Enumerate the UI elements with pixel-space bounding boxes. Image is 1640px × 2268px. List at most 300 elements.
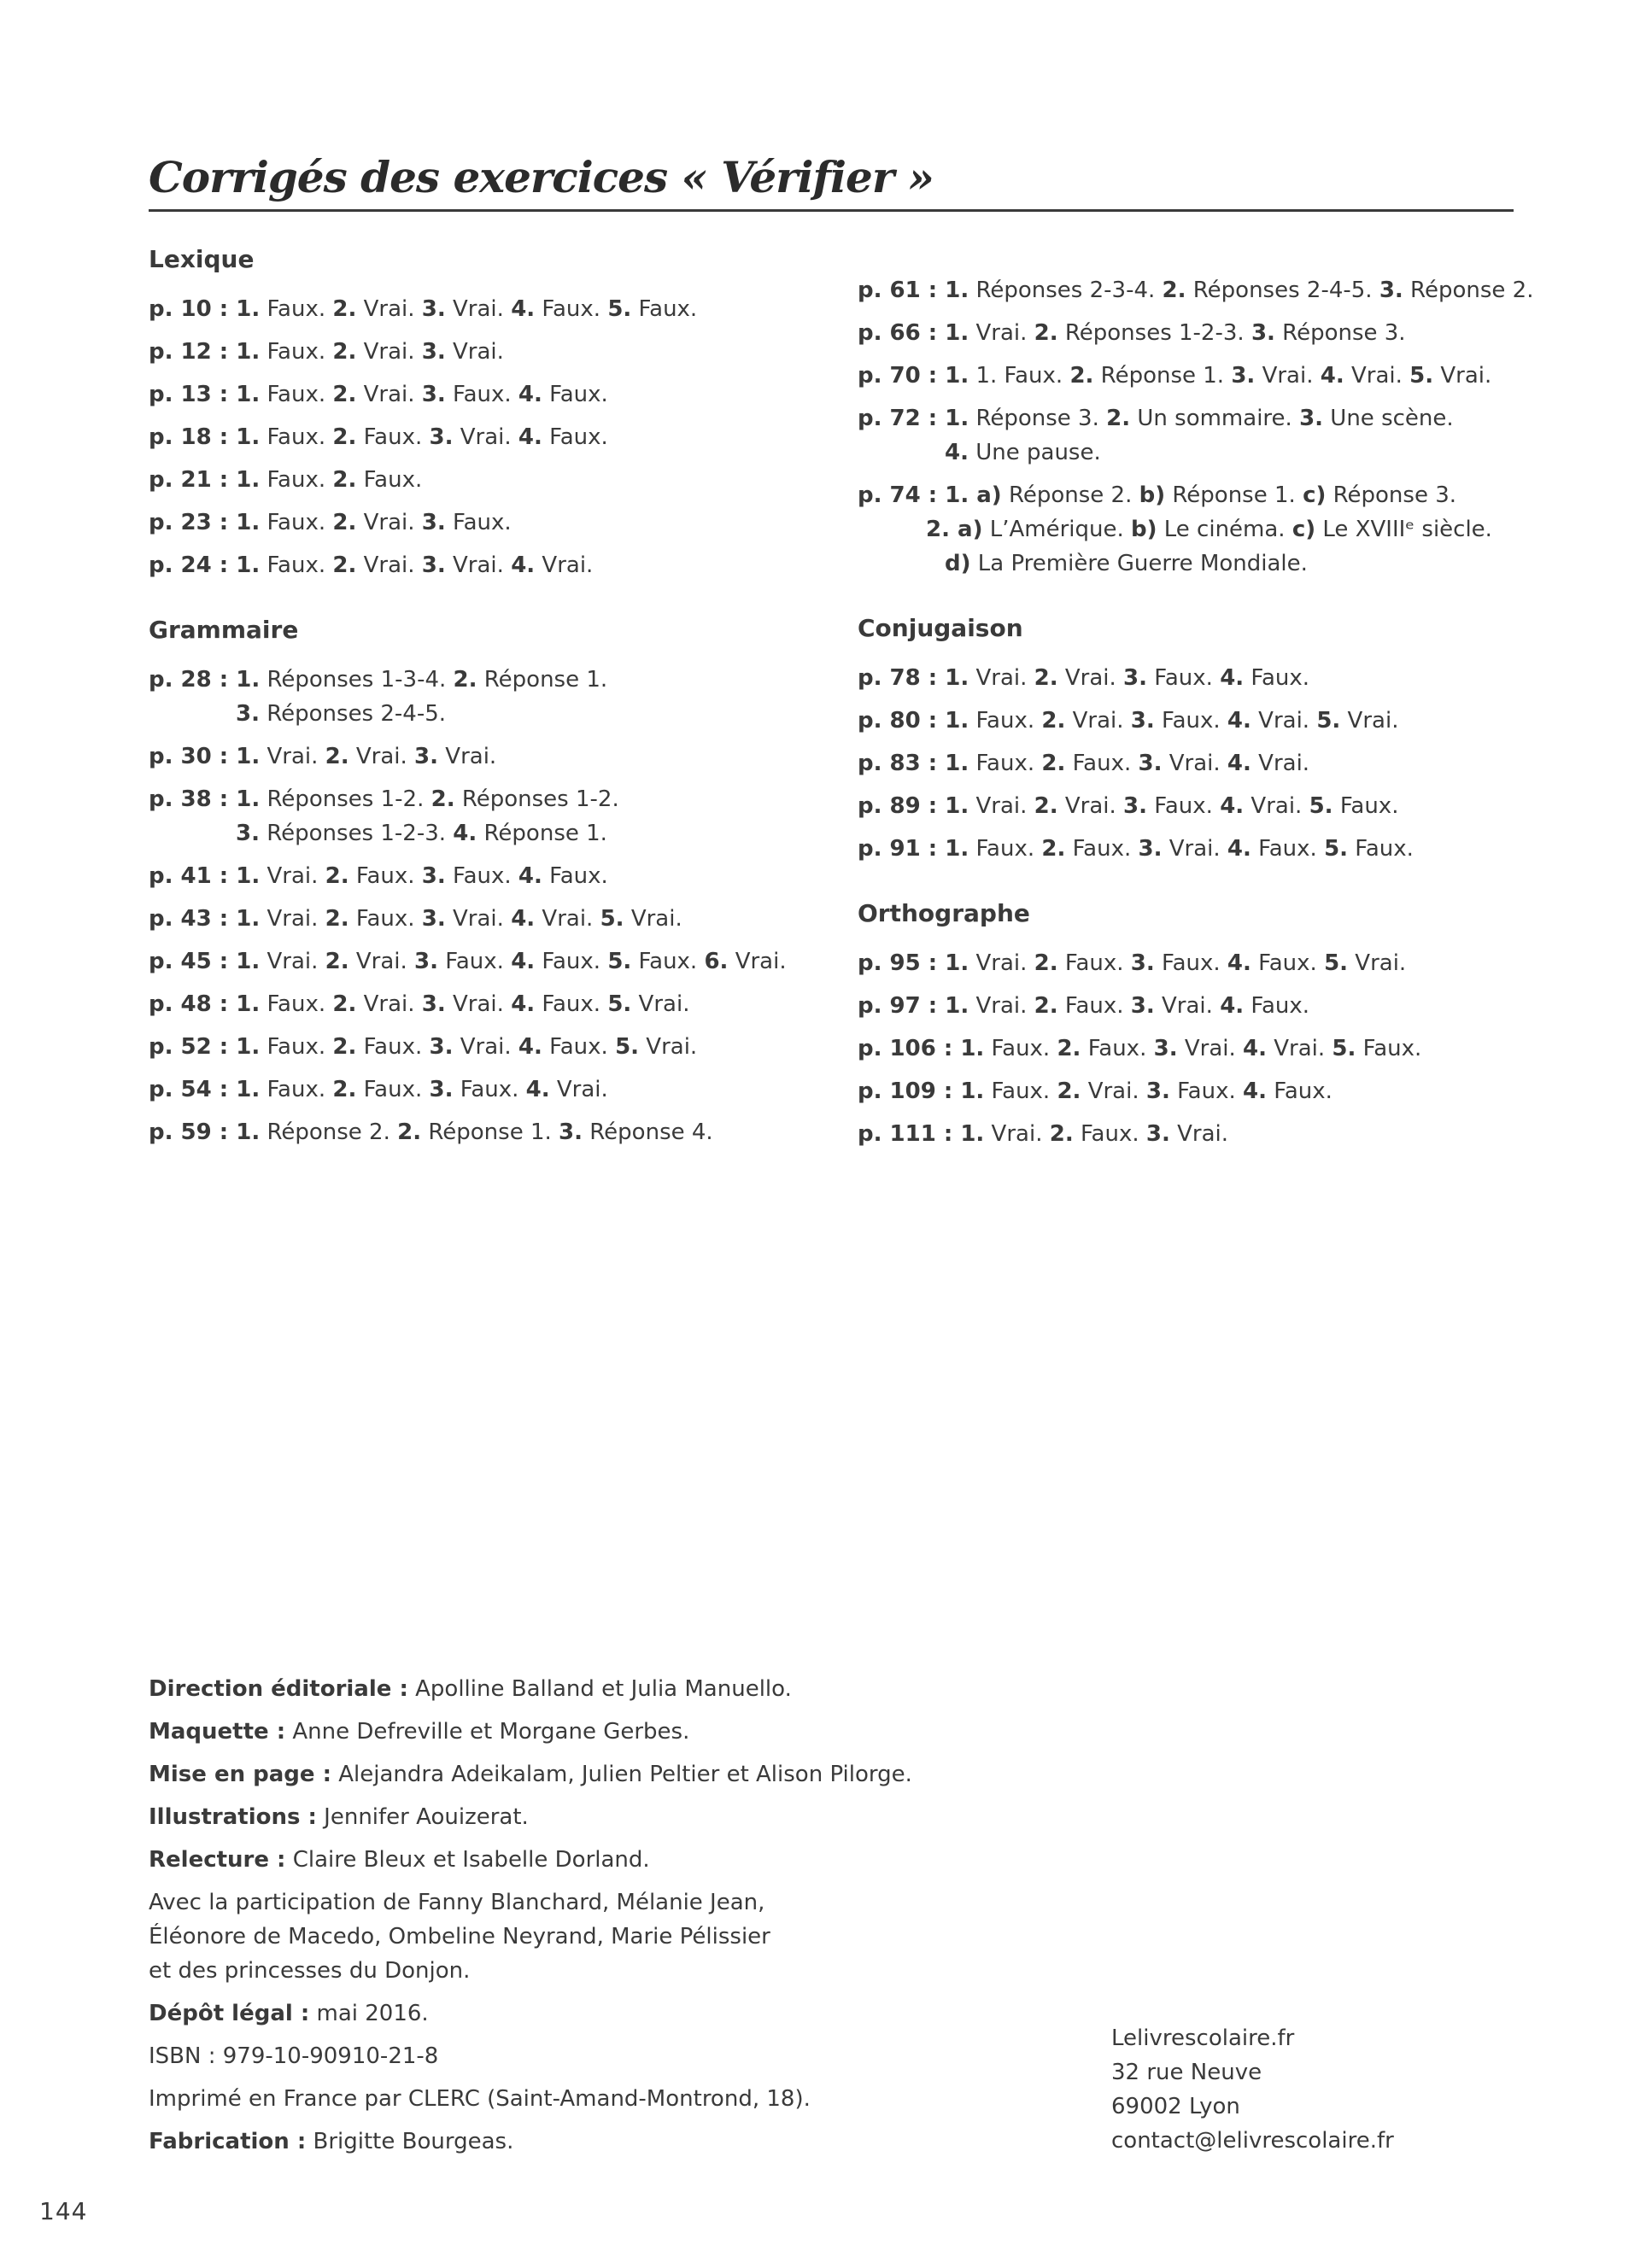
answer-line	[858, 1032, 1541, 1066]
answer-entry	[149, 335, 832, 369]
question-number: b)	[1131, 517, 1157, 542]
page-ref: p. 52 :	[149, 1034, 237, 1060]
answer-text: Réponses 1-2-3.	[1057, 320, 1251, 346]
page-ref: p. 28 :	[149, 667, 237, 693]
answer-entry	[149, 463, 832, 497]
answer-text: Vrai.	[969, 320, 1034, 346]
question-number: 2.	[325, 949, 349, 974]
answer-text: Faux.	[356, 424, 430, 450]
answer-text: Vrai.	[1162, 836, 1227, 862]
answer-text: Vrai.	[1244, 793, 1309, 819]
question-number: 5.	[615, 1034, 640, 1060]
answer-text: Vrai.	[984, 1121, 1050, 1147]
answer-text: Vrai.	[1348, 950, 1407, 976]
question-number: 2.	[1041, 751, 1066, 776]
answer-text: Vrai.	[631, 991, 690, 1017]
question-number: 4.	[511, 296, 536, 322]
section-gap	[149, 591, 832, 613]
answer-text: Réponse 1.	[1093, 363, 1232, 389]
answer-text: Faux.	[260, 510, 333, 535]
question-number: 2.	[325, 906, 349, 932]
question-number: 3.	[1130, 993, 1155, 1019]
answer-text: Réponse 3.	[969, 406, 1107, 431]
answer-text: Réponses 1-2.	[454, 786, 619, 812]
answer-text: Faux.	[984, 1078, 1057, 1104]
answer-line	[858, 547, 1541, 581]
question-number: 2.	[325, 863, 349, 889]
question-number: 2.	[332, 382, 357, 407]
answer-line	[858, 512, 1541, 547]
answer-line	[858, 832, 1541, 866]
question-number: 4.	[1227, 708, 1251, 734]
answer-text: Vrai.	[535, 906, 600, 932]
answer-entry	[858, 661, 1541, 695]
answer-text: Vrai.	[356, 339, 422, 365]
answer-text: Vrai.	[1255, 363, 1321, 389]
answer-text: Réponses 2-4-5.	[259, 701, 447, 727]
answer-text: Vrai.	[453, 424, 518, 450]
answer-text: Vrai.	[969, 950, 1034, 976]
question-number: 4.	[1227, 751, 1251, 776]
question-number: 1.	[960, 1036, 985, 1061]
section-heading: Grammaire	[149, 616, 299, 644]
page-ref: p. 10 :	[149, 296, 237, 322]
question-number: 3.	[421, 863, 446, 889]
page-ref: p. 78 :	[858, 665, 946, 691]
answer-line	[149, 987, 832, 1021]
answer-text: Vrai.	[356, 552, 422, 578]
question-number: 2.	[325, 744, 349, 769]
answer-text: Vrai.	[1169, 1121, 1229, 1147]
question-number: 5.	[1324, 950, 1349, 976]
answer-line	[858, 359, 1541, 393]
question-number: 3.	[1145, 1078, 1170, 1104]
answer-line	[149, 663, 832, 697]
answer-text: Vrai.	[356, 510, 422, 535]
answer-text: Vrai.	[260, 949, 325, 974]
question-number: 2.	[1041, 708, 1066, 734]
answer-text: Faux.	[1147, 793, 1221, 819]
question-number: 1.	[236, 906, 261, 932]
page-ref: p. 21 :	[149, 467, 237, 493]
question-number: 3.	[1130, 950, 1155, 976]
publisher-street: 32 rue Neuve	[1111, 2060, 1262, 2085]
answer-entry	[858, 746, 1541, 780]
answer-line	[149, 420, 832, 454]
answer-text: Faux.	[1065, 836, 1139, 862]
question-number: 1.	[960, 1121, 985, 1147]
answer-entry	[858, 946, 1541, 980]
answer-entry	[858, 1117, 1541, 1151]
publisher-address	[1111, 2021, 1394, 2158]
answer-text: Vrai.	[438, 744, 497, 769]
page-ref: p. 59 :	[149, 1119, 237, 1145]
question-number: 2.	[332, 1034, 357, 1060]
question-number: 4.	[511, 949, 536, 974]
question-number: 1.	[945, 406, 969, 431]
question-number: 3.	[429, 1034, 454, 1060]
answer-line	[149, 377, 832, 412]
answer-text: Réponse 1.	[1165, 482, 1303, 508]
answer-entry	[149, 663, 832, 731]
credits-block	[149, 1672, 1088, 2167]
answer-text: Faux.	[1154, 950, 1227, 976]
question-number: 4.	[1243, 1036, 1267, 1061]
answer-text: Vrai.	[445, 991, 512, 1017]
answer-entry	[149, 902, 832, 936]
credit-fabrication: Fabrication : Brigitte Bourgeas.	[149, 2129, 514, 2154]
question-number: 1.	[236, 1077, 261, 1102]
question-number: 1.	[960, 1078, 985, 1104]
answer-text: Faux.	[631, 949, 705, 974]
question-number: 4.	[453, 821, 477, 846]
question-number: 1.	[236, 1034, 261, 1060]
answer-text: Vrai.	[1344, 363, 1410, 389]
page-ref: p. 83 :	[858, 751, 946, 776]
question-number: 3.	[236, 821, 260, 846]
answer-line	[858, 1117, 1541, 1151]
answer-entry	[858, 1032, 1541, 1066]
participation-line: Avec la participation de Fanny Blanchard, Mélanie Jean,	[149, 1890, 765, 1915]
answer-text: Vrai.	[969, 993, 1034, 1019]
answer-text: Faux.	[356, 1077, 430, 1102]
question-number: c)	[1292, 517, 1316, 542]
answer-line	[149, 944, 832, 979]
answer-text: Faux.	[969, 751, 1042, 776]
answer-text: Le XVIIIᵉ siècle.	[1315, 517, 1492, 542]
answer-line	[149, 816, 832, 850]
answer-text: L’Amérique.	[982, 517, 1131, 542]
question-number: 2.	[332, 339, 357, 365]
answer-entry	[858, 273, 1541, 307]
answer-line	[858, 746, 1541, 780]
question-number: 4.	[1220, 665, 1245, 691]
question-number: 2.	[430, 786, 455, 812]
answer-text: Faux.	[542, 382, 608, 407]
page-ref: p. 23 :	[149, 510, 237, 535]
answer-text: Faux.	[984, 1036, 1057, 1061]
answer-text: Faux.	[260, 991, 333, 1017]
answer-text: Vrai.	[445, 906, 512, 932]
question-number: d)	[945, 551, 971, 576]
answer-entry	[858, 401, 1541, 470]
answer-text: Faux.	[1332, 793, 1399, 819]
credit-imprime: Imprimé en France par CLERC (Saint-Amand-Montrond, 18).	[149, 2086, 811, 2112]
answer-text: Une scène.	[1323, 406, 1454, 431]
question-number: 2.	[1034, 320, 1058, 346]
answer-text: Faux.	[1266, 1078, 1332, 1104]
answer-text: Vrai.	[260, 906, 325, 932]
page-ref: p. 12 :	[149, 339, 237, 365]
question-number: c)	[1303, 482, 1327, 508]
question-number: 1.	[236, 786, 261, 812]
answer-line	[858, 435, 1541, 470]
question-number: 5.	[1332, 1036, 1356, 1061]
answer-text: Faux.	[535, 991, 608, 1017]
answer-text: Vrai.	[1154, 993, 1221, 1019]
question-number: 5.	[607, 296, 632, 322]
page-ref: p. 13 :	[149, 382, 237, 407]
page-ref: p. 54 :	[149, 1077, 237, 1102]
answer-text: Vrai.	[1057, 665, 1124, 691]
answer-text: Vrai.	[260, 744, 325, 769]
section-heading: Conjugaison	[858, 614, 1023, 642]
answer-text: Faux.	[1169, 1078, 1244, 1104]
page-ref: p. 91 :	[858, 836, 946, 862]
answer-text: Faux.	[1073, 1121, 1146, 1147]
question-number: 2.	[1034, 950, 1058, 976]
page-ref: p. 72 :	[858, 406, 946, 431]
answer-text: Faux.	[1147, 665, 1221, 691]
answer-line	[149, 335, 832, 369]
question-number: 2.	[1106, 406, 1131, 431]
answer-entry	[149, 292, 832, 326]
question-number: 4.	[525, 1077, 550, 1102]
question-number: 2.	[332, 296, 357, 322]
question-number: 2.	[397, 1119, 422, 1145]
answer-text: Faux.	[438, 949, 512, 974]
answer-entry	[858, 989, 1541, 1023]
answer-text: Faux.	[1250, 950, 1325, 976]
answer-entry	[149, 1115, 832, 1149]
answer-text: Réponse 3.	[1326, 482, 1457, 508]
question-number: 5.	[1409, 363, 1434, 389]
answer-line	[858, 789, 1541, 823]
answer-text: Vrai.	[356, 296, 422, 322]
answer-text: Faux.	[260, 339, 333, 365]
question-number: 5.	[607, 991, 632, 1017]
answer-entry	[149, 377, 832, 412]
question-number: 3.	[421, 339, 446, 365]
question-number: 3.	[1231, 363, 1256, 389]
question-number: 1.	[236, 424, 261, 450]
credit-relecture: Relecture : Claire Bleux et Isabelle Dorland.	[149, 1847, 650, 1873]
question-number: 3.	[559, 1119, 583, 1145]
answer-line	[858, 989, 1541, 1023]
answer-text: Faux.	[356, 467, 423, 493]
question-number: 4.	[1220, 793, 1245, 819]
answer-text: Vrai.	[1081, 1078, 1146, 1104]
question-number: 4.	[511, 906, 536, 932]
question-number: 4.	[518, 424, 542, 450]
page-ref: p. 109 :	[858, 1078, 961, 1104]
answer-text: Faux.	[631, 296, 698, 322]
answer-text: Une pause.	[968, 440, 1101, 465]
answer-text: Faux.	[348, 863, 422, 889]
question-number: 3.	[414, 744, 439, 769]
participation-line: et des princesses du Donjon.	[149, 1958, 471, 1984]
question-number: 5.	[1316, 708, 1341, 734]
question-number: 1.	[236, 1119, 261, 1145]
answer-text: Réponses 1-2-3.	[259, 821, 454, 846]
page-ref: p. 80 :	[858, 708, 946, 734]
left-column	[149, 243, 832, 1158]
question-number: 1.	[945, 950, 969, 976]
publisher-site: Lelivrescolaire.fr	[1111, 2025, 1295, 2051]
answer-text: Réponse 2.	[1001, 482, 1139, 508]
question-number: 3.	[1123, 793, 1148, 819]
question-number: 2.	[1034, 993, 1058, 1019]
page-number: 144	[39, 2197, 88, 2225]
question-number: 3.	[1250, 320, 1275, 346]
answer-text: Vrai.	[453, 1034, 518, 1060]
answer-text: Faux.	[445, 510, 512, 535]
question-number: 2.	[332, 991, 357, 1017]
question-number: 2.	[1162, 278, 1186, 303]
question-number: 4.	[1227, 836, 1251, 862]
question-number: 3.	[1138, 836, 1163, 862]
question-number: 1.	[945, 708, 969, 734]
answer-text: Vrai.	[969, 793, 1034, 819]
question-number: 3.	[414, 949, 439, 974]
answer-line	[149, 739, 832, 774]
answer-text: Faux.	[535, 296, 608, 322]
answer-text: Faux.	[1244, 665, 1310, 691]
credit-depot-legal: Dépôt légal : mai 2016.	[149, 2001, 429, 2026]
credit-isbn: ISBN : 979-10-90910-21-8	[149, 2043, 439, 2069]
answer-entry	[149, 944, 832, 979]
question-number: 3.	[1145, 1121, 1170, 1147]
title-rule	[149, 209, 1514, 212]
page-title: Corrigés des exercices « Vérifier »	[149, 152, 934, 202]
question-number: 5.	[600, 906, 624, 932]
answer-line	[858, 1074, 1541, 1108]
question-number: 1.	[236, 667, 261, 693]
answer-text: Vrai.	[535, 552, 594, 578]
question-number: 4.	[518, 382, 542, 407]
question-number: 5.	[607, 949, 632, 974]
answer-text: Vrai.	[728, 949, 787, 974]
answer-entry	[149, 548, 832, 582]
answer-text: Vrai.	[1250, 751, 1310, 776]
answer-line	[858, 401, 1541, 435]
answer-text: Réponse 2.	[1403, 278, 1534, 303]
answer-line	[858, 478, 1541, 512]
answer-line	[149, 1073, 832, 1107]
answer-text: Faux.	[969, 836, 1042, 862]
answer-text: Vrai.	[1057, 793, 1124, 819]
answer-text: Faux.	[1065, 751, 1139, 776]
answer-entry	[858, 704, 1541, 738]
question-number: 1.	[236, 467, 261, 493]
answer-text: Vrai.	[1177, 1036, 1244, 1061]
answer-text: Faux.	[1057, 993, 1131, 1019]
page-ref: p. 30 :	[149, 744, 237, 769]
right-column	[858, 273, 1541, 1160]
answer-entry	[149, 859, 832, 893]
answer-text: Faux.	[542, 1034, 616, 1060]
answer-text: Vrai.	[1266, 1036, 1332, 1061]
question-number: 4.	[1220, 993, 1245, 1019]
answer-text: Réponse 1.	[477, 667, 608, 693]
question-number: 1.	[236, 949, 261, 974]
answer-text: Faux.	[260, 296, 333, 322]
page-ref: p. 48 :	[149, 991, 237, 1017]
page-ref: p. 74 :	[858, 482, 946, 508]
answer-text: Réponses 2-4-5.	[1186, 278, 1379, 303]
answer-text: Un sommaire.	[1130, 406, 1300, 431]
question-number: 1.	[945, 363, 969, 389]
question-number: 2.	[1057, 1036, 1081, 1061]
answer-text: Faux.	[260, 1077, 333, 1102]
answer-text: Vrai.	[445, 339, 504, 365]
answer-text: Réponses 1-2.	[260, 786, 431, 812]
answer-text: La Première Guerre Mondiale.	[970, 551, 1308, 576]
section-gap	[858, 874, 1541, 897]
question-number: b)	[1139, 482, 1166, 508]
section-heading: Orthographe	[858, 899, 1030, 927]
section-gap	[858, 589, 1541, 611]
question-number: 2.	[1057, 1078, 1081, 1104]
answer-text: Vrai.	[624, 906, 682, 932]
answer-line	[149, 292, 832, 326]
question-number: 2.	[1069, 363, 1094, 389]
answer-text: Vrai.	[348, 744, 415, 769]
answer-text: Réponse 1.	[421, 1119, 559, 1145]
question-number: 3.	[429, 1077, 454, 1102]
page-ref: p. 45 :	[149, 949, 237, 974]
answer-line	[149, 782, 832, 816]
answer-line	[858, 704, 1541, 738]
question-number: 4.	[511, 552, 536, 578]
question-number: 1.	[945, 993, 969, 1019]
answer-text: Faux.	[1081, 1036, 1154, 1061]
page-ref: p. 66 :	[858, 320, 946, 346]
page-ref: p. 38 :	[149, 786, 237, 812]
question-number: 2.	[332, 510, 357, 535]
answer-line	[149, 506, 832, 540]
question-number: 3.	[1379, 278, 1403, 303]
answer-text: Le cinéma.	[1157, 517, 1292, 542]
answer-text: Faux.	[356, 1034, 430, 1060]
question-number: 1.	[945, 793, 969, 819]
answer-text: Faux.	[445, 382, 518, 407]
page-ref: p. 89 :	[858, 793, 946, 819]
question-number: 3.	[421, 510, 446, 535]
answer-text: Faux.	[542, 863, 608, 889]
question-number: 6.	[704, 949, 729, 974]
answer-text: Réponse 2.	[260, 1119, 398, 1145]
question-number: 3.	[1299, 406, 1324, 431]
answer-entry	[858, 1074, 1541, 1108]
question-number: 1.	[945, 320, 969, 346]
question-number: 3.	[1153, 1036, 1178, 1061]
question-number: 1.	[236, 296, 261, 322]
answer-text: Faux.	[1250, 836, 1325, 862]
question-number: 1.	[236, 863, 261, 889]
answer-text: Faux.	[260, 552, 333, 578]
question-number: 2.	[1041, 836, 1066, 862]
question-number: 1.	[236, 991, 261, 1017]
answer-line	[149, 697, 832, 731]
participation-line: Éléonore de Macedo, Ombeline Neyrand, Marie Pélissier	[149, 1924, 770, 1949]
question-number: 2.	[1034, 665, 1058, 691]
answer-entry	[149, 987, 832, 1021]
answer-text: 1. Faux.	[969, 363, 1070, 389]
question-number: 4.	[518, 863, 542, 889]
answer-text: Réponse 3.	[1274, 320, 1406, 346]
answer-text: Vrai.	[1162, 751, 1227, 776]
answer-line	[149, 1030, 832, 1064]
page-ref: p. 18 :	[149, 424, 237, 450]
answer-line	[858, 273, 1541, 307]
answer-text: Réponses 2-3-4.	[969, 278, 1163, 303]
credit-maquette: Maquette : Anne Defreville et Morgane Gerbes.	[149, 1719, 690, 1745]
question-number: 3.	[421, 382, 446, 407]
answer-text: Réponse 1.	[477, 821, 607, 846]
answer-line	[149, 548, 832, 582]
answer-line	[149, 1115, 832, 1149]
